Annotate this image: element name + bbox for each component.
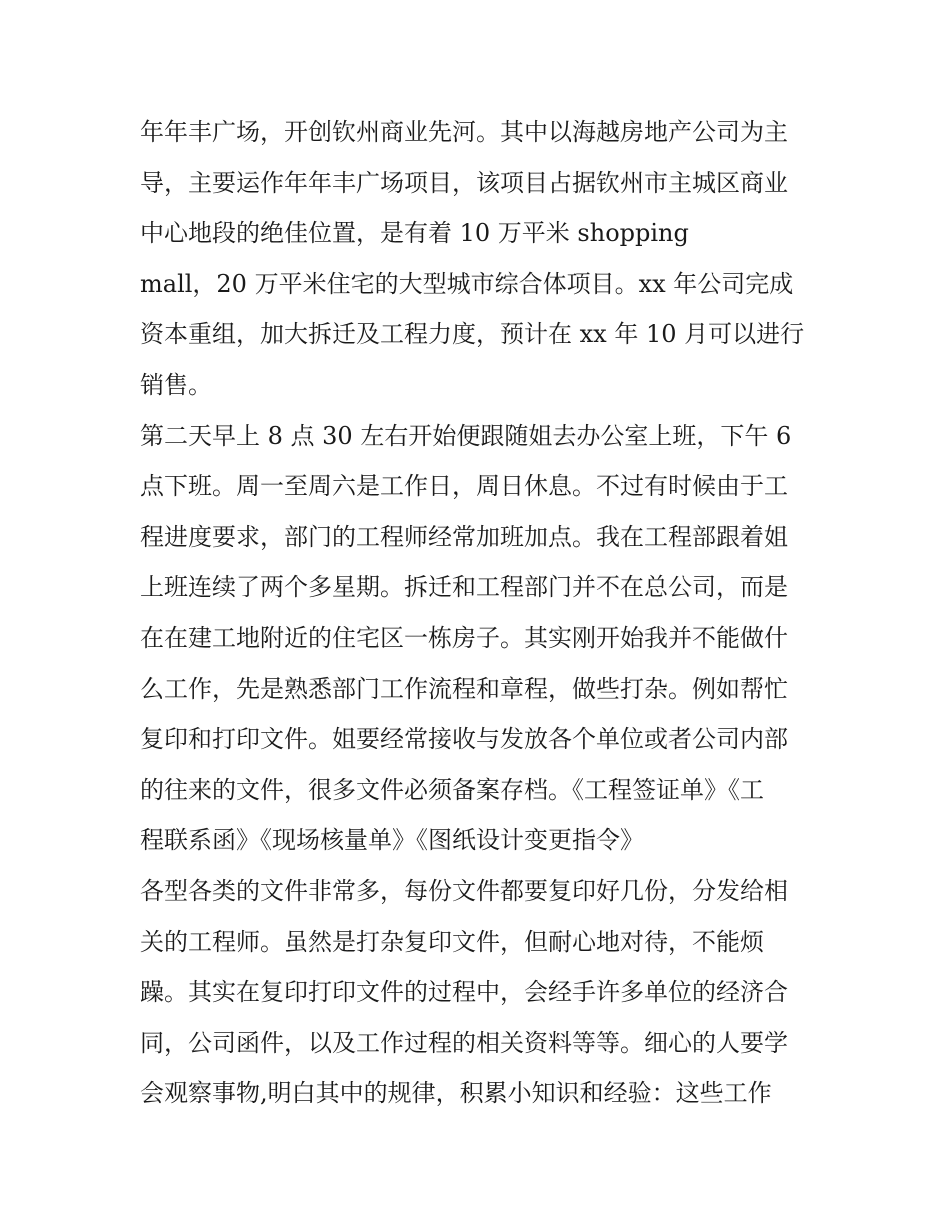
text-line: 会观察事物,明白其中的规律，积累小知识和经验：这些工作: [140, 1079, 772, 1108]
text-line: 导，主要运作年年丰广场项目，该项目占据钦州市主城区商业: [140, 168, 788, 197]
text-line: 程进度要求，部门的工程师经常加班加点。我在工程部跟着姐: [140, 522, 788, 551]
text-line: 资本重组，加大拆迁及工程力度，预计在 xx 年 10 月可以进行: [140, 320, 805, 349]
text-line: 程联系函》《现场核量单》《图纸设计变更指令》: [140, 826, 644, 855]
text-line: 点下班。周一至周六是工作日，周日休息。不过有时候由于工: [140, 472, 788, 501]
text-line: 上班连续了两个多星期。拆迁和工程部门并不在总公司，而是: [140, 573, 788, 602]
text-line: 关的工程师。虽然是打杂复印文件，但耐心地对待，不能烦: [140, 927, 764, 956]
text-line: 么工作，先是熟悉部门工作流程和章程，做些打杂。例如帮忙: [140, 674, 788, 703]
text-line: 第二天早上 8 点 30 左右开始便跟随姐去办公室上班，下午 6: [140, 421, 792, 450]
text-line: 各型各类的文件非常多，每份文件都要复印好几份，分发给相: [140, 876, 788, 905]
text-line: 同，公司函件，以及工作过程的相关资料等等。细心的人要学: [140, 1028, 788, 1057]
text-line: 的往来的文件，很多文件必须备案存档。《工程签证单》《工: [140, 775, 764, 804]
text-line: 年年丰广场，开创钦州商业先河。其中以海越房地产公司为主: [140, 118, 788, 146]
text-line: 中心地段的绝佳位置，是有着 10 万平米 shopping: [140, 219, 689, 248]
document-body: [140, 107, 820, 1119]
text-line: 在在建工地附近的住宅区一栋房子。其实刚开始我并不能做什: [140, 623, 788, 652]
text-line: 销售。: [140, 370, 212, 399]
text-line: 复印和打印文件。姐要经常接收与发放各个单位或者公司内部: [140, 725, 788, 754]
text-line: mall，20 万平米住宅的大型城市综合体项目。xx 年公司完成: [140, 269, 794, 298]
text-line: 躁。其实在复印打印文件的过程中，会经手许多单位的经济合: [140, 978, 788, 1007]
